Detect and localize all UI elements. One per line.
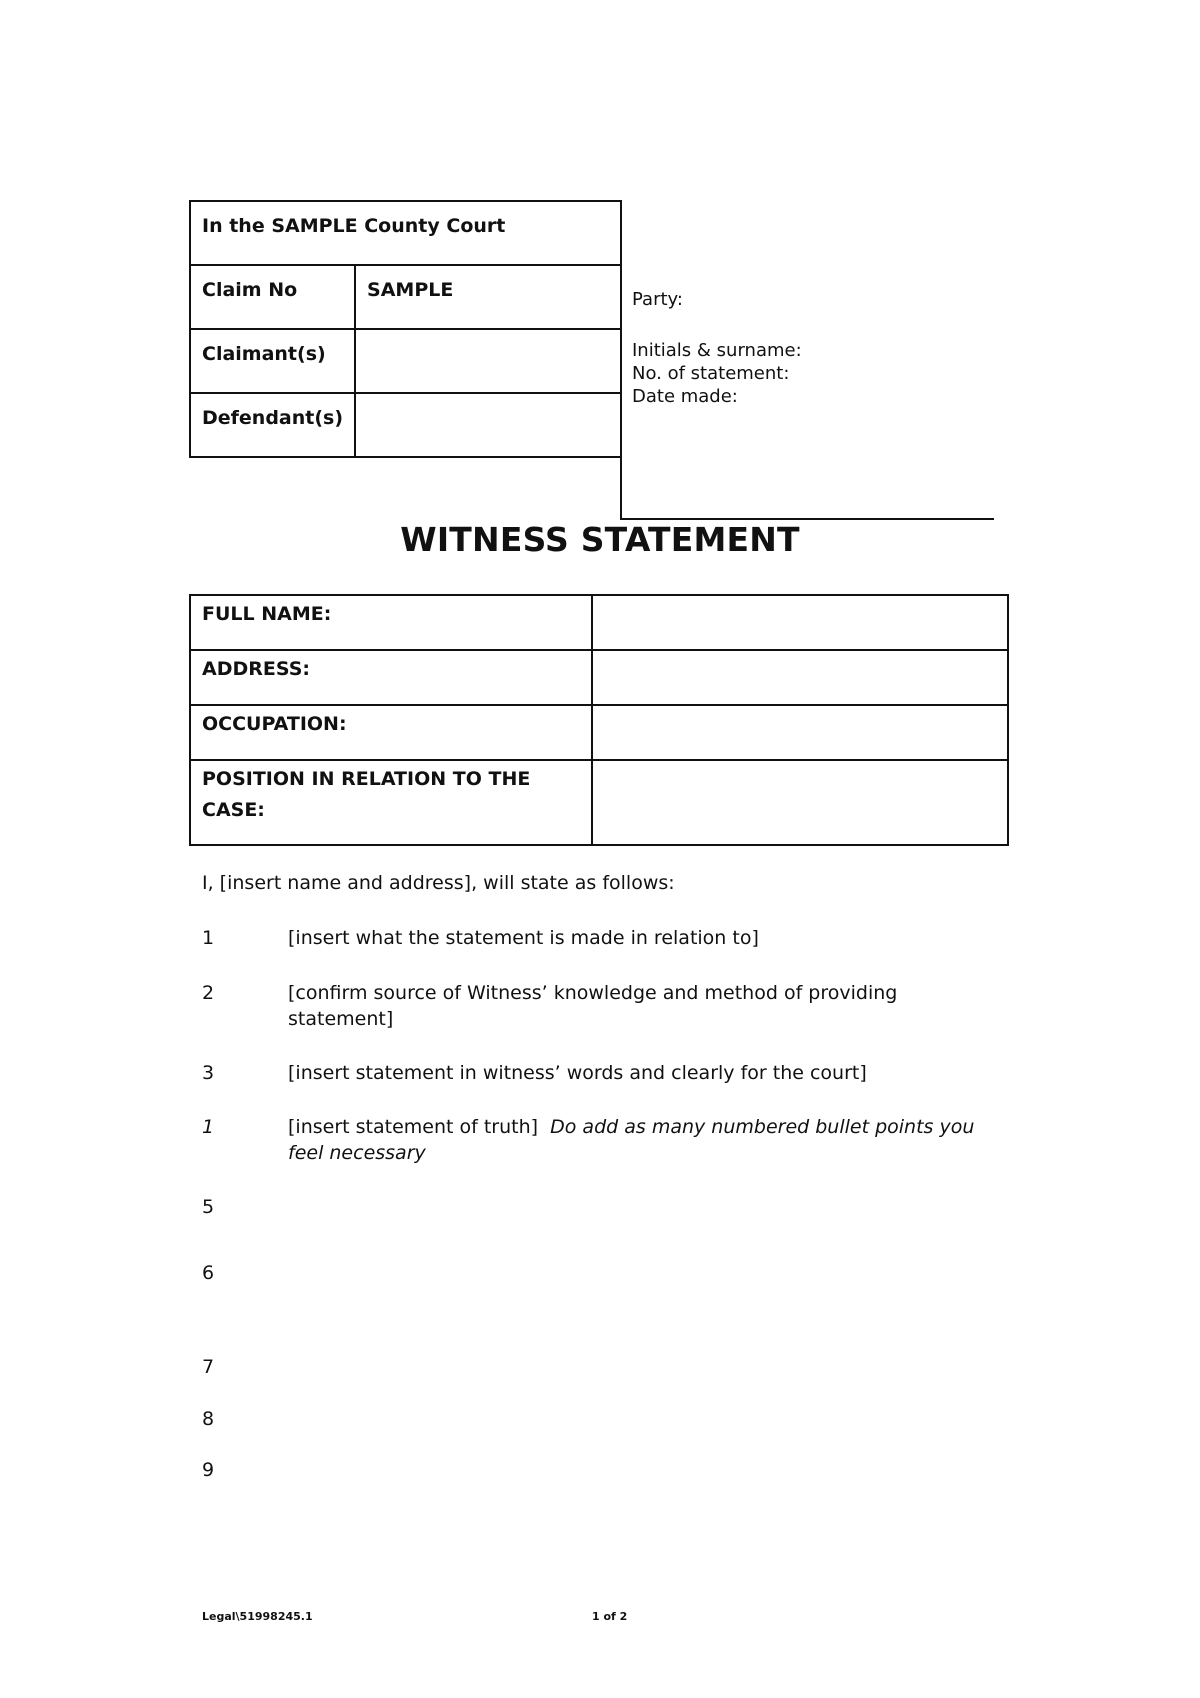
item-number: 8 <box>202 1408 215 1430</box>
initials-label: Initials & surname: <box>632 340 802 361</box>
address-value[interactable] <box>592 650 1008 705</box>
item-number: 1 <box>202 1116 215 1138</box>
position-value[interactable] <box>592 760 1008 845</box>
item-number: 1 <box>202 927 215 949</box>
item-text[interactable]: [confirm source of Witness’ knowledge and method of providing statement] <box>288 982 898 1030</box>
party-border-vertical <box>620 200 622 520</box>
page-number: 1 of 2 <box>592 1610 628 1623</box>
date-made-label: Date made: <box>632 386 738 407</box>
item-number: 5 <box>202 1196 215 1218</box>
court-name: In the SAMPLE County Court <box>190 201 621 265</box>
intro-statement: I, [insert name and address], will state as follows: <box>202 872 675 894</box>
item-text: [insert statement of truth] <box>288 1116 539 1138</box>
claimants-label: Claimant(s) <box>190 329 355 393</box>
item-note: Do add as many numbered bullet points you feel necessary <box>288 1116 975 1164</box>
full-name-label: FULL NAME: <box>190 595 592 650</box>
item-number: 6 <box>202 1262 215 1284</box>
court-header-table <box>189 200 622 458</box>
full-name-value[interactable] <box>592 595 1008 650</box>
statement-no-label: No. of statement: <box>632 363 790 384</box>
item-number: 9 <box>202 1459 215 1481</box>
witness-details-table <box>189 594 1009 846</box>
address-label: ADDRESS: <box>190 650 592 705</box>
item-number: 2 <box>202 982 215 1004</box>
defendants-label: Defendant(s) <box>190 393 355 457</box>
claim-no-label: Claim No <box>190 265 355 329</box>
occupation-value[interactable] <box>592 705 1008 760</box>
item-text-wrapper[interactable] <box>288 1114 988 1166</box>
document-reference: Legal\51998245.1 <box>202 1610 313 1623</box>
defendants-value[interactable] <box>355 393 621 457</box>
party-label: Party: <box>632 289 683 310</box>
claim-no-value[interactable]: SAMPLE <box>355 265 621 329</box>
item-text[interactable]: [insert statement in witness’ words and clearly for the court] <box>288 1062 867 1084</box>
item-number: 3 <box>202 1062 215 1084</box>
item-number: 7 <box>202 1356 215 1378</box>
position-label: POSITION IN RELATION TO THE CASE: <box>190 760 592 845</box>
claimants-value[interactable] <box>355 329 621 393</box>
document-title: WITNESS STATEMENT <box>400 520 800 559</box>
occupation-label: OCCUPATION: <box>190 705 592 760</box>
party-info <box>632 288 802 408</box>
item-text[interactable]: [insert what the statement is made in relation to] <box>288 927 759 949</box>
